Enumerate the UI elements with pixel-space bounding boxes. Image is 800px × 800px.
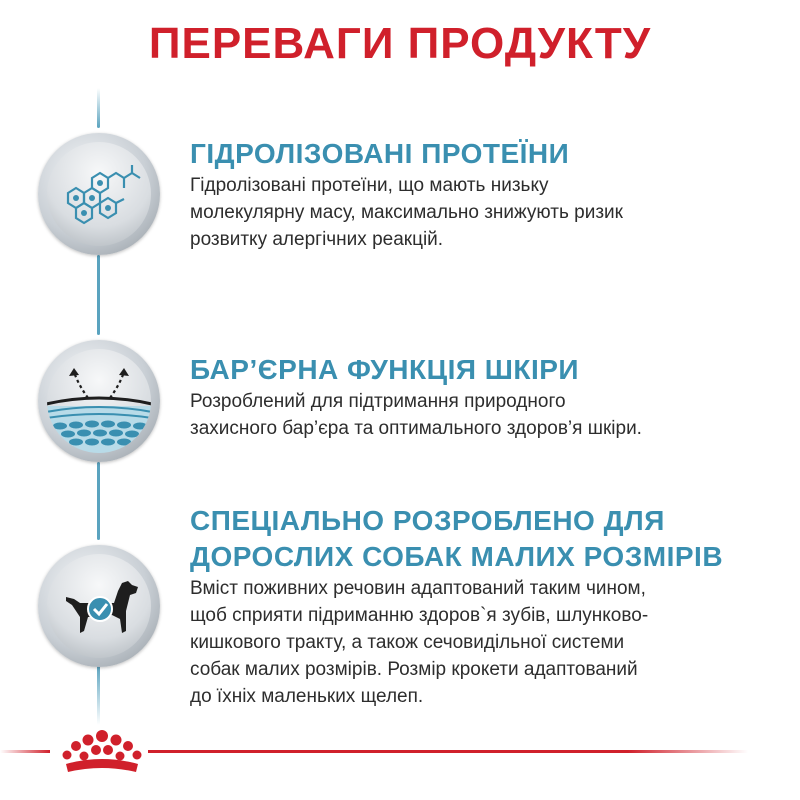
timeline-line: [97, 88, 100, 128]
page-title: ПЕРЕВАГИ ПРОДУКТУ: [148, 19, 652, 68]
timeline-line: [97, 255, 100, 335]
description-line: Розроблений для підтримання природного: [190, 391, 566, 412]
description-line: щоб сприяти підриманню здоров`я зубів, шлунково-: [190, 605, 649, 626]
brand-divider-left: [0, 750, 50, 753]
benefit-title: СПЕЦІАЛЬНО РОЗРОБЛЕНО ДЛЯ: [190, 505, 665, 536]
description-line: захисного бар’єра та оптимального здоров’я шкіри.: [190, 418, 642, 439]
small-dog-icon: [38, 545, 160, 667]
brand-divider-right: [148, 750, 748, 753]
benefit-small-dogs: [190, 503, 780, 710]
badge-small-dog: [38, 545, 160, 667]
badge-skin-barrier: [38, 340, 160, 462]
benefit-title: ДОРОСЛИХ СОБАК МАЛИХ РОЗМІРІВ: [190, 541, 724, 572]
benefit-hydrolyzed-proteins: [190, 136, 780, 253]
royal-canin-crown-icon: [56, 728, 148, 780]
molecule-icon: [38, 133, 160, 255]
description-line: молекулярну масу, максимально знижують ризик: [190, 202, 623, 223]
description-line: до їхніх маленьких щелеп.: [190, 686, 424, 707]
benefit-description: [190, 575, 780, 710]
timeline-line: [97, 462, 100, 540]
benefit-skin-barrier: [190, 352, 780, 442]
description-line: розвитку алергічних реакцій.: [190, 229, 444, 250]
benefit-title: ГІДРОЛІЗОВАНІ ПРОТЕЇНИ: [190, 138, 570, 169]
description-line: Вміст поживних речовин адаптований таким чином,: [190, 578, 646, 599]
benefit-description: [190, 172, 780, 253]
description-line: кишкового тракту, а також сечовидільної системи: [190, 632, 625, 653]
description-line: Гідролізовані протеїни, що мають низьку: [190, 175, 549, 196]
timeline-line: [97, 665, 100, 725]
benefit-title: БАР’ЄРНА ФУНКЦІЯ ШКІРИ: [190, 354, 580, 385]
badge-hydrolyzed-proteins: [38, 133, 160, 255]
benefit-description: [190, 388, 780, 442]
skin-barrier-icon: [38, 340, 160, 462]
description-line: собак малих розмірів. Розмір крокети адаптований: [190, 659, 638, 680]
